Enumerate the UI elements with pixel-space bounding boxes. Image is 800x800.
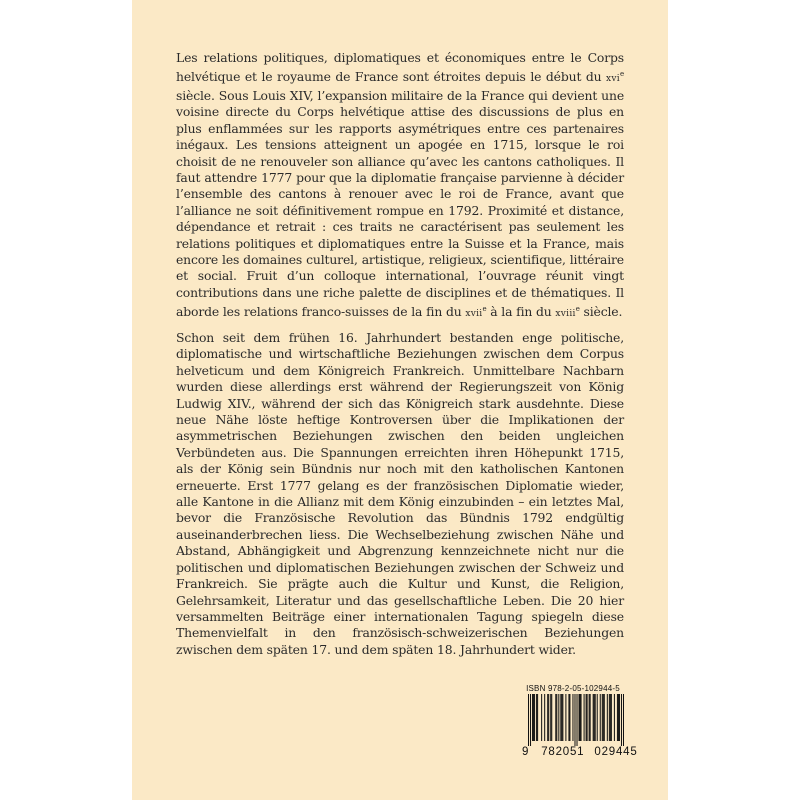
barcode-bar xyxy=(619,694,620,741)
text-run: siècle. Sous Louis XIV, l’expansion militaire de la France qui devient une voisine directe du Corps helvétique attise des discussions de plus en plus enflammées sur les rapports asymétriques entre ces partenaires inégaux. Les tensions atteignent un apogée en 1715, lorsque le roi choisit de ne renouveler son alliance qu’avec les cantons catholiques. Il faut attendre 1777 pour que la diplomatie française parvienne à décider l’ensemble des cantons à renouer avec le roi de France, avant que l’alliance ne soit définitivement rompue en 1792. Proximité et distance, dépendance et retrait : ces traits ne caractérisent pas seulement les relations politiques et diplomatiques entre la Suisse et la France, mais encore les domaines culturel, artistique, religieux, scientifique, littéraire et social. Fruit d’un colloque international, l’ouvrage réunit vingt contributions dans une riche palette de disciplines et de thématiques. Il aborde les relations franco-suisses de la fin du xyxy=(176,87,624,320)
ean-right-group: 029445 xyxy=(594,746,638,758)
barcode-bar xyxy=(568,694,569,741)
barcode-bar xyxy=(584,694,585,741)
barcode-bar xyxy=(621,694,622,746)
barcode-bar xyxy=(618,694,619,741)
century-numeral: xviii xyxy=(555,309,576,320)
barcode-bar xyxy=(572,694,573,741)
ean-left-group: 782051 xyxy=(541,746,585,758)
french-summary xyxy=(176,50,624,323)
barcode-bar xyxy=(586,694,587,741)
superscript: e xyxy=(482,305,487,314)
isbn-barcode xyxy=(522,684,638,764)
barcode-bar xyxy=(537,694,538,741)
barcode-bar xyxy=(607,694,608,741)
ean-first-digit: 9 xyxy=(522,746,530,758)
barcode-bar xyxy=(556,694,557,741)
barcode-bar xyxy=(560,694,561,741)
barcode-bar xyxy=(561,694,562,741)
german-summary: Schon seit dem frühen 16. Jahrhundert bestanden enge politische, diplomatische und wirtschaftliche Beziehungen zwischen dem Corpus helveticum und dem Königreich Frankreich. Unmittelbare Nachbarn wurden diese allerdings erst während der Regierungszeit von König Ludwig XIV., während der sich das Königreich stark ausdehnte. Diese neue Nähe löste heftige Kontroversen über die Implikationen der asymmetrischen Beziehungen zwischen den beiden ungleichen Verbündeten aus. Die Spannungen erreichten ihren Höhepunkt 1715, als der König sein Bündnis nur noch mit den katholischen Kantonen erneuerte. Erst 1777 gelang es der französischen Diplomatie wieder, alle Kantone in die Allianz mit dem König einzubinden – ein letztes Mal, bevor die Französische Revolution das Bündnis 1792 endgültig auseinanderbrechen liess. Die Wechselbeziehung zwischen Nähe und Abstand, Abhängigkeit und Abgrenzung kennzeichnete nicht nur die politischen und diplomatischen Beziehungen zwischen der Schweiz und Frankreich. Sie prägte auch die Kultur und Kunst, die Religion, Gelehrsamkeit, Literatur und das gesellschaftliche Leben. Die 20 hier versammelten Beiträge einer internationalen Tagung spiegeln diese Themenvielfalt in den französisch-schweizerischen Beziehungen zwischen dem späten 17. und dem späten 18. Jahrhundert wider. xyxy=(176,330,624,657)
barcode-bar xyxy=(550,694,551,741)
barcode-bar xyxy=(541,694,542,741)
century-numeral: xvii xyxy=(465,309,483,320)
barcode-bar xyxy=(555,694,556,741)
text-run: à la fin du xyxy=(486,304,556,320)
barcode-bar xyxy=(530,694,531,746)
barcode-bar xyxy=(600,694,601,741)
isbn-label: ISBN 978-2-05-102944-5 xyxy=(526,684,620,693)
barcode-bar xyxy=(565,694,566,741)
barcode-bar xyxy=(610,694,611,741)
barcode-bar xyxy=(551,694,552,741)
barcode-bar xyxy=(603,694,604,741)
barcode-bar xyxy=(532,694,533,741)
barcode-bar xyxy=(602,694,603,741)
barcode-bar xyxy=(590,694,591,741)
superscript: e xyxy=(620,70,624,79)
barcode-bar xyxy=(574,694,575,746)
barcode-bars xyxy=(528,694,624,746)
barcode-bar xyxy=(562,694,563,741)
barcode-bar xyxy=(581,694,582,741)
barcode-bar xyxy=(611,694,612,741)
barcode-bar xyxy=(528,694,529,746)
barcode-bar xyxy=(544,694,545,741)
barcode-bar xyxy=(609,694,610,741)
barcode-bar xyxy=(589,694,590,741)
barcode-bar xyxy=(597,694,598,741)
century-numeral: xvi xyxy=(606,74,620,85)
barcode-bar xyxy=(587,694,588,741)
barcode-bar xyxy=(617,694,618,741)
barcode-bar xyxy=(577,694,578,746)
barcode-bar xyxy=(593,694,594,741)
barcode-bar xyxy=(594,694,595,741)
text-run: siècle. xyxy=(579,304,623,320)
barcode-bar xyxy=(614,694,615,741)
text-run: Les relations politiques, diplomatiques et économiques entre le Corps helvétique et le royaume de France sont étroites depuis le début du xyxy=(176,50,624,85)
barcode-bar xyxy=(569,694,570,741)
barcode-bar xyxy=(533,694,534,741)
barcode-bar xyxy=(595,694,596,741)
barcode-bar xyxy=(558,694,559,741)
barcode-bar xyxy=(536,694,537,741)
barcode-bar xyxy=(580,694,581,741)
barcode-bar xyxy=(623,694,624,746)
barcode-bar xyxy=(604,694,605,741)
barcode-bar xyxy=(579,694,580,741)
barcode-bar xyxy=(534,694,535,741)
barcode-bar xyxy=(547,694,548,741)
ean-digits xyxy=(522,746,638,758)
barcode-bar xyxy=(548,694,549,741)
superscript: e xyxy=(575,305,580,314)
